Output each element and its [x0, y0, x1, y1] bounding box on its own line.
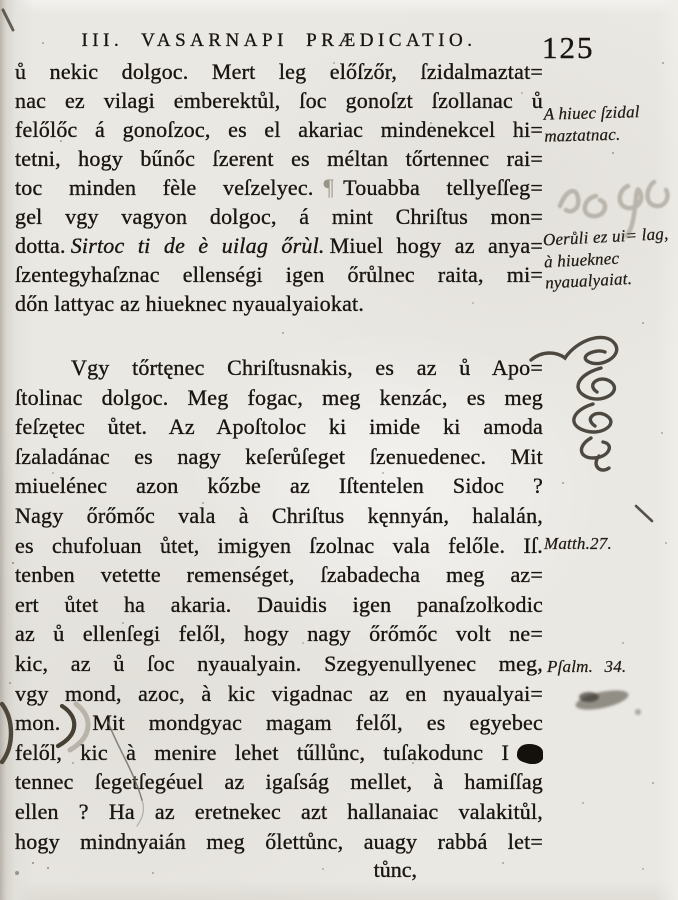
text-line: nac ez vilagi emberektůl, ſoc gonoſzt ſzollanac ů: [15, 88, 543, 113]
text-line: ert ůtet ha akaria. Dauidis igen panaſzolkodic: [15, 591, 543, 617]
text-run: dotta.: [15, 233, 66, 258]
text-line: [15, 173, 543, 202]
text-line: tetni, hogy bűnőc ſzerent es méltan tőrtennec rai=: [15, 146, 543, 171]
ink-smudge-mark: [574, 687, 641, 715]
text-run: Miuel hogy az anya=: [329, 233, 543, 258]
ink-blot-mark: [517, 744, 543, 763]
text-line: ſzaladánac es nagy keſerůſeget ſzenuedenec. Mit: [15, 443, 543, 469]
paper-speckle-texture: [0, 0, 2, 2]
text-line: dőn lattyac az hiueknec nyaualyaiokat.: [15, 291, 365, 316]
margin-ref-matthew: Matth.27.: [544, 534, 612, 553]
text-line: ſtolinac dolgoc. Meg fogac, meg kenzác, es meg: [15, 384, 543, 410]
page-number: 125: [542, 30, 595, 65]
margin-note-world-rejoices: Oerůli ez ui= lag, à hiueknec nyaualyaiat.: [542, 223, 669, 293]
edge-mark: [3, 10, 13, 30]
text-line: [15, 708, 543, 738]
text-line: tennec ſegetſegéuel az igaſság mellet, à hamiſſag: [15, 769, 543, 795]
margin-ref-psalm: Pſalm. 34.: [547, 657, 627, 676]
italic-quote: Sirtoc ti de è uilag őrùl.: [70, 233, 325, 258]
paragraph-continued: [15, 57, 543, 318]
text-run: felől, kic à menire lehet tűllůnc, tuſakodunc I: [15, 739, 509, 765]
text-run: Touabba tellyeſſeg=: [343, 175, 543, 200]
text-line: Nagy őrőmőc vala à Chriſtus kęnnyán, halalán,: [15, 502, 543, 528]
text-column: [15, 57, 543, 883]
text-line: gel vgy vagyon dolgoc, á mint Chriſtus mon=: [15, 204, 543, 229]
text-line: tenben vetette remenséget, ſzabadecha meg az=: [15, 562, 543, 588]
text-line: hogy mindnyaián meg őlettůnc, auagy rabbá let=: [15, 828, 543, 854]
text-line: feſzętec ůtet. Az Apoſtoloc ki imide ki amoda: [15, 414, 543, 440]
text-line: ů nekic dolgoc. Mert leg előſzőr, ſzidalmaztat=: [15, 59, 543, 84]
running-header-title: III. VASARNAPI PRÆDICATIO.: [81, 30, 477, 51]
text-line: Vgy tőrtęnec Chriſtusnakis, es az ů Apo=: [71, 355, 543, 380]
pen-tick-mark: [636, 506, 652, 521]
pen-flourish-mark: [531, 337, 617, 470]
text-line: [15, 231, 543, 260]
text-line: vgy mond, azoc, à kic vigadnac az en nyaualyai=: [15, 680, 543, 706]
text-line: felőlőc á gonoſzoc, es el akariac mindenekcel hi=: [15, 117, 543, 142]
text-run: toc minden fèle veſzelyec.: [15, 175, 314, 200]
text-line: [15, 738, 543, 768]
text-line: az ů ellenſegi felől, hogy nagy őrőmőc volt ne=: [15, 621, 543, 647]
pilcrow-mark: ¶: [323, 175, 335, 200]
text-run: mon.: [15, 710, 61, 736]
text-line: ellen ? Ha az eretnekec azt hallanaiac valakitůl,: [15, 798, 543, 824]
text-line: es chufoluan ůtet, imigyen ſzolnac vala felőle. Iſ.: [15, 532, 543, 558]
text-line: ſzentegyhaſznac ellenségi igen őrůlnec raita, mi=: [15, 262, 543, 287]
text-line: miuelénec azon kőzbe az Iſtentelen Sidoc ?: [15, 473, 543, 499]
text-run: Mit mondgyac magam felől, es egyebec: [92, 710, 543, 736]
margin-note-believers-reviled: A hiuec ſzidal maztatnac.: [543, 102, 640, 146]
catchword: tůnc,: [373, 857, 417, 883]
text-line: kic, az ů ſoc nyaualyain. Szegyenullyenec meg,: [15, 650, 543, 676]
paragraph-second: [15, 353, 543, 856]
